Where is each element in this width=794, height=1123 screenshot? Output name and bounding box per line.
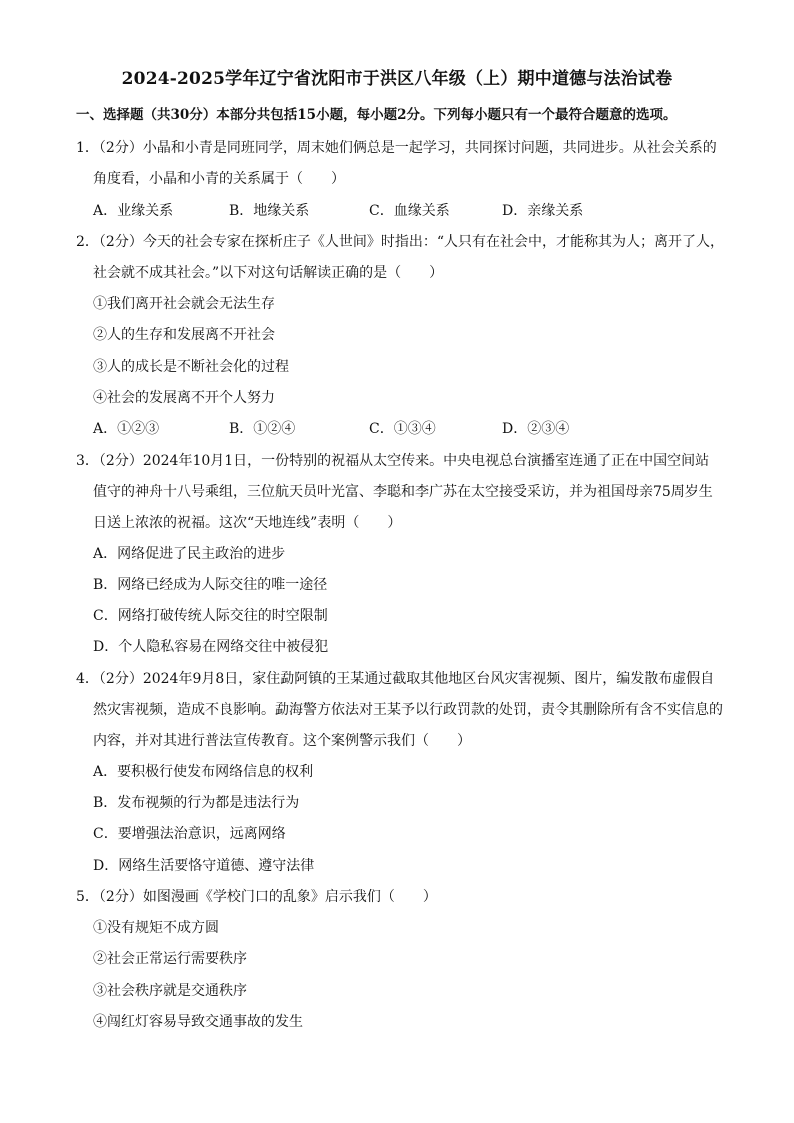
question-2-option-a: A．①②③ bbox=[93, 421, 160, 437]
question-2-item-1: ①我们离开社会就会无法生存 bbox=[93, 296, 275, 312]
question-2-stem-line-2: 社会就不成其社会。”以下对这句话解读正确的是（ ） bbox=[93, 265, 444, 281]
question-4-stem-line-3: 内容，并对其进行普法宣传教育。这个案例警示我们（ ） bbox=[93, 733, 471, 749]
question-5-item-3: ③社会秩序就是交通秩序 bbox=[93, 983, 247, 999]
question-2-item-4: ④社会的发展离不开个人努力 bbox=[93, 390, 275, 406]
question-1-option-a: A．业缘关系 bbox=[93, 203, 174, 219]
question-2-option-b: B．①②④ bbox=[229, 421, 296, 437]
question-2-item-2: ②人的生存和发展离不开社会 bbox=[93, 327, 275, 343]
question-5-stem-line-1: 5．（2分）如图漫画《学校门口的乱象》启示我们（ ） bbox=[76, 889, 437, 905]
question-5-item-2: ②社会正常运行需要秩序 bbox=[93, 951, 247, 967]
question-4-option-a: A．要积极行使发布网络信息的权利 bbox=[93, 764, 314, 780]
question-3-stem-line-2: 值守的神舟十八号乘组，三位航天员叶光富、李聪和李广苏在太空接受采访，并为祖国母亲75周岁生 bbox=[93, 484, 713, 500]
question-1-stem-line-2: 角度看，小晶和小青的关系属于（ ） bbox=[93, 171, 345, 187]
question-4-option-b: B．发布视频的行为都是违法行为 bbox=[93, 795, 300, 811]
question-1-option-d: D．亲缘关系 bbox=[502, 203, 584, 219]
question-3-option-b: B．网络已经成为人际交往的唯一途径 bbox=[93, 577, 328, 593]
question-1-option-c: C．血缘关系 bbox=[369, 203, 450, 219]
question-5-item-1: ①没有规矩不成方圆 bbox=[93, 920, 219, 936]
question-4-stem-line-2: 然灾害视频，造成不良影响。勐海警方依法对王某予以行政罚款的处罚，责令其删除所有含不实信息的 bbox=[93, 702, 723, 718]
question-1-option-b: B．地缘关系 bbox=[229, 203, 310, 219]
question-1-stem-line-1: 1．（2分）小晶和小青是同班同学，周末她们俩总是一起学习，共同探讨问题，共同进步。从社会关系的 bbox=[76, 140, 717, 156]
page-title: 2024-2025学年辽宁省沈阳市于洪区八年级（上）期中道德与法治试卷 bbox=[121, 69, 673, 89]
question-2-item-3: ③人的成长是不断社会化的过程 bbox=[93, 359, 289, 375]
question-3-stem-line-1: 3．（2分）2024年10月1日，一份特别的祝福从太空传来。中央电视总台演播室连通了正在中国空间站 bbox=[76, 453, 710, 469]
question-4-option-c: C．要增强法治意识，远离网络 bbox=[93, 826, 286, 842]
question-4-option-d: D．网络生活要恪守道德、遵守法律 bbox=[93, 858, 315, 874]
question-2-option-c: C．①③④ bbox=[369, 421, 436, 437]
question-2-option-d: D．②③④ bbox=[502, 421, 570, 437]
question-3-option-c: C．网络打破传统人际交往的时空限制 bbox=[93, 608, 328, 624]
question-5-item-4: ④闯红灯容易导致交通事故的发生 bbox=[93, 1014, 303, 1030]
question-2-stem-line-1: 2．（2分）今天的社会专家在探析庄子《人世间》时指出：“人只有在社会中，才能称其为人；离开了人， bbox=[76, 234, 724, 250]
question-3-stem-line-3: 日送上浓浓的祝福。这次“天地连线”表明（ ） bbox=[93, 515, 402, 531]
question-4-stem-line-1: 4．（2分）2024年9月8日，家住勐阿镇的王某通过截取其他地区台风灾害视频、图片，编发散布虚假自 bbox=[76, 671, 715, 687]
question-3-option-a: A．网络促进了民主政治的进步 bbox=[93, 546, 286, 562]
section-header: 一、选择题（共30分）本部分共包括15小题，每小题2分。下列每小题只有一个最符合题意的选项。 bbox=[76, 107, 677, 123]
question-3-option-d: D．个人隐私容易在网络交往中被侵犯 bbox=[93, 639, 329, 655]
